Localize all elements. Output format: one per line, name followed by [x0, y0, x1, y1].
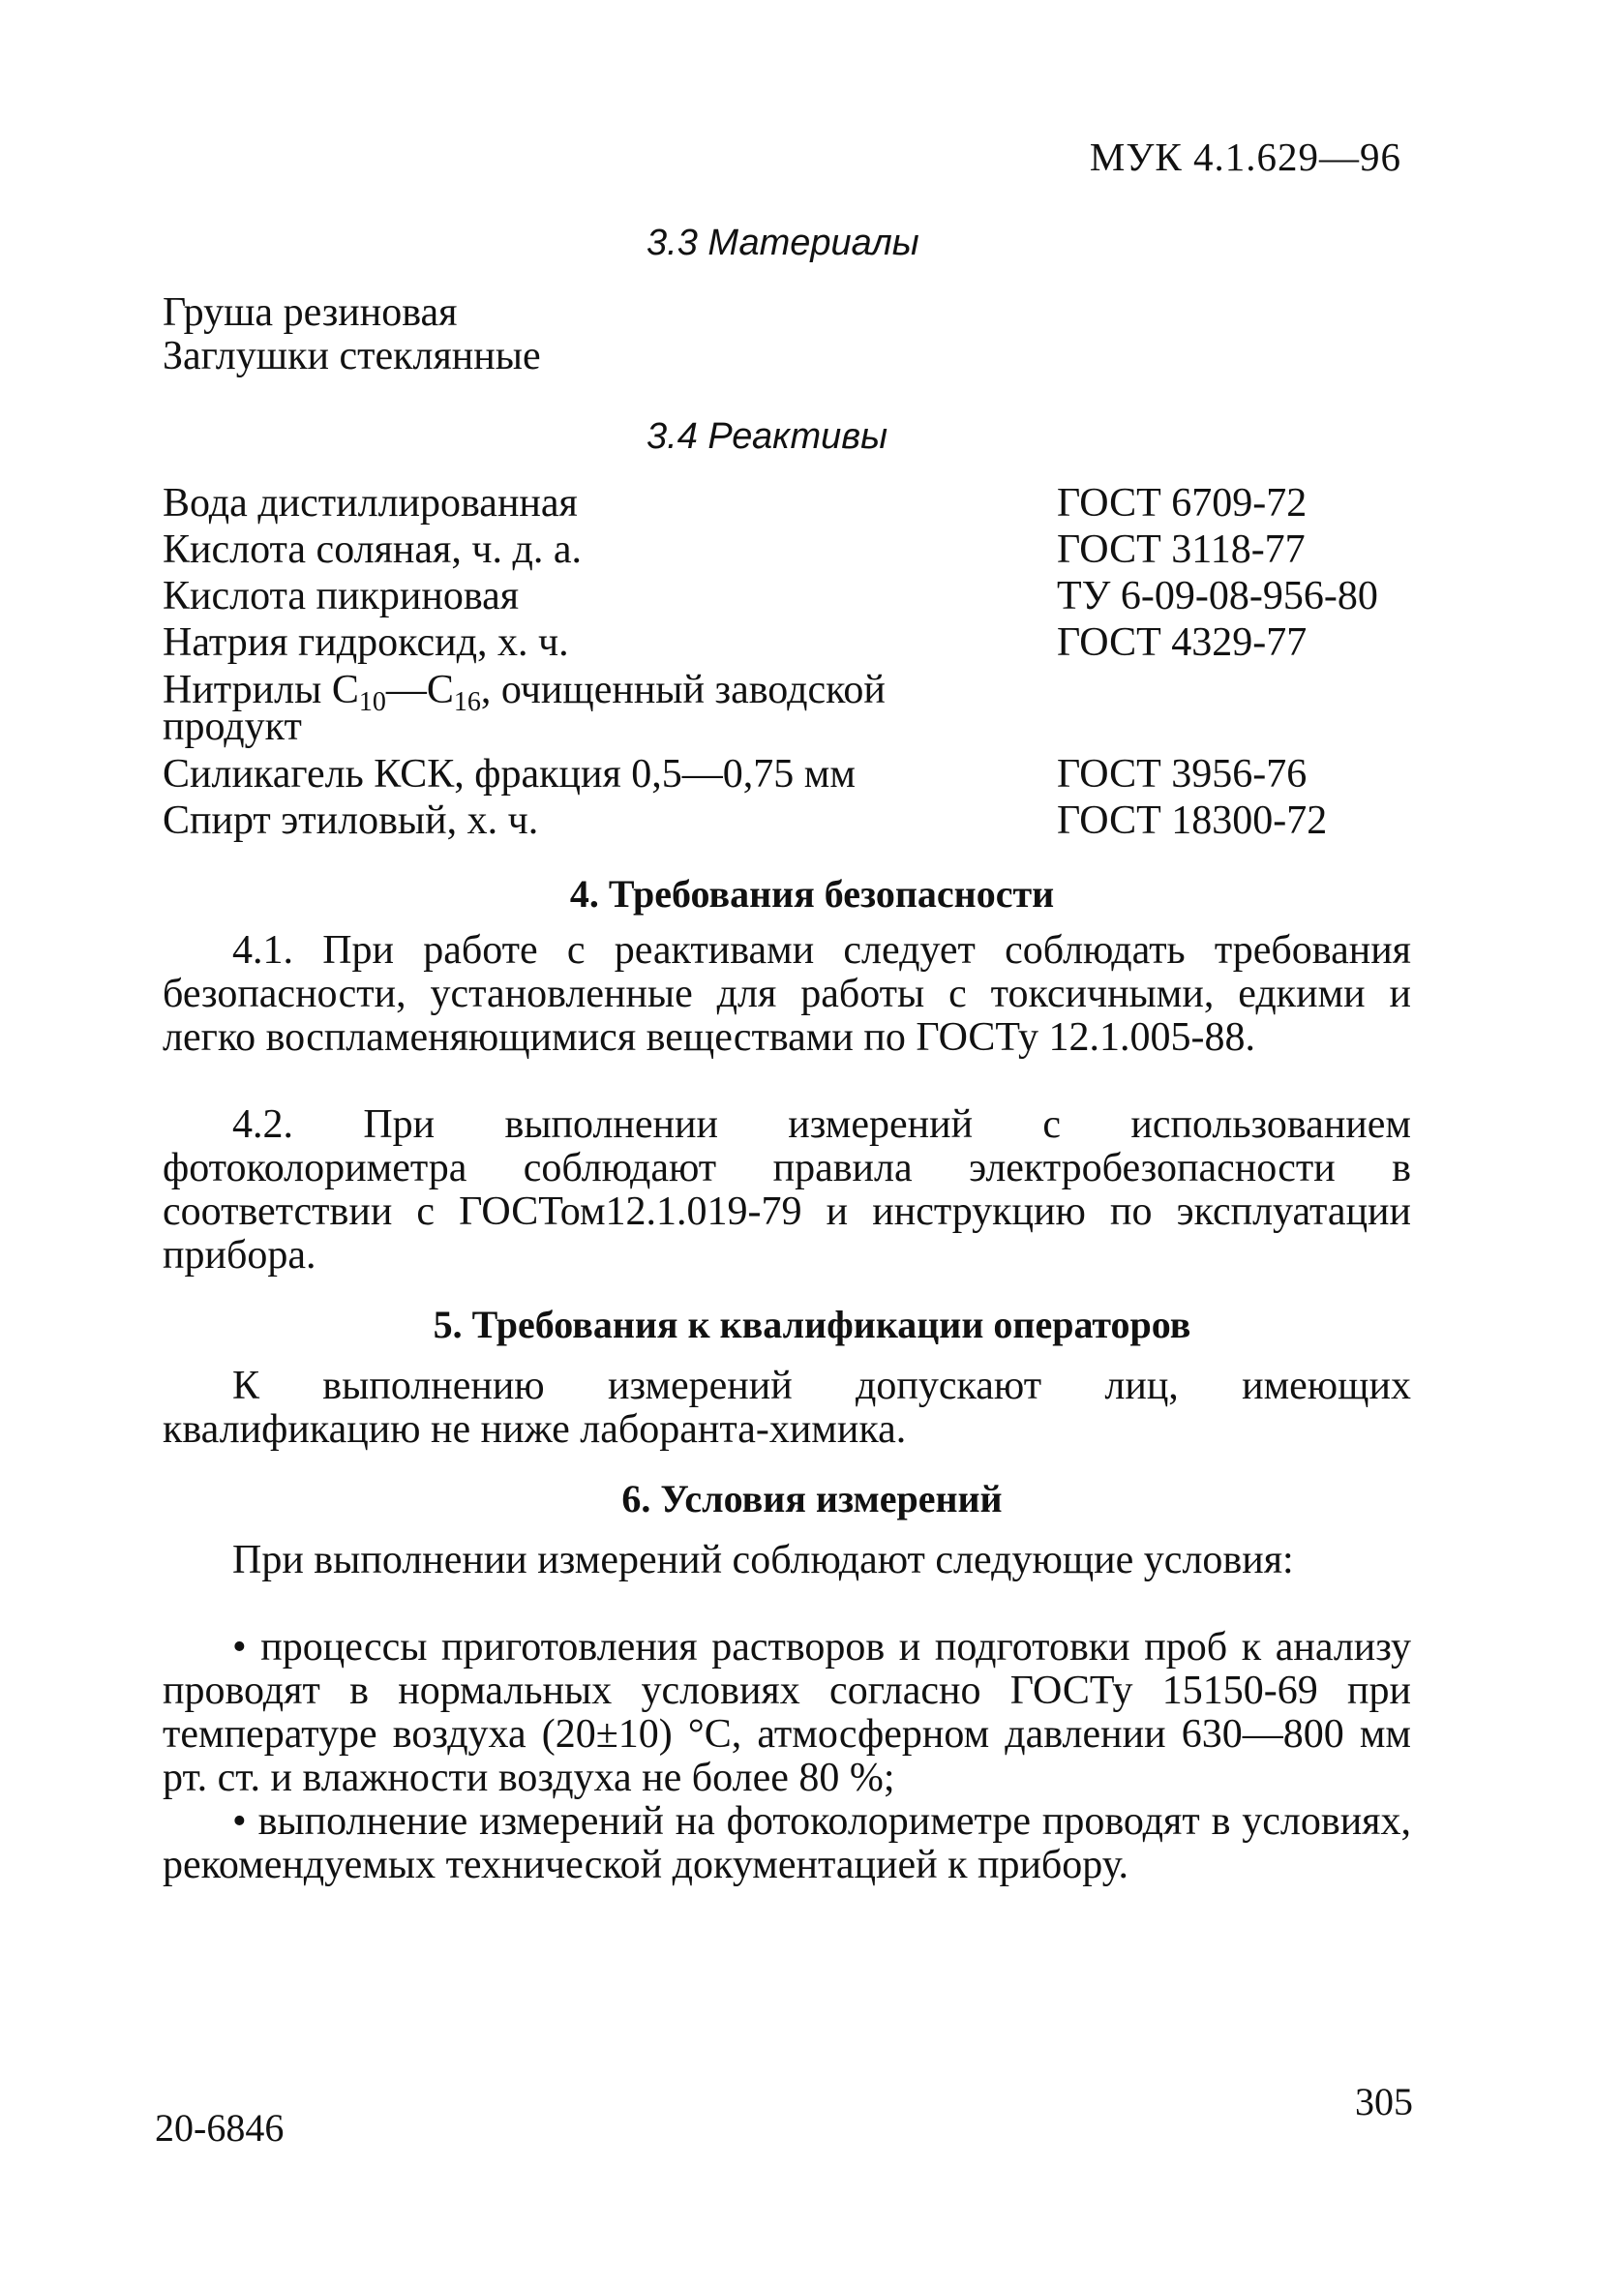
page-number: 305 — [1355, 2080, 1413, 2123]
paragraph-text: При выполнении измерений соблюдают следующие условия: — [232, 1538, 1294, 1582]
section-4-heading: 4. Требования безопасности — [569, 872, 1055, 916]
section-6-heading: 6. Условия измерений — [621, 1477, 1003, 1520]
section-5-heading: 5. Требования к квалификации операторов — [433, 1303, 1191, 1346]
paragraph — [163, 1103, 1411, 1278]
bullet-item — [163, 1800, 1411, 1887]
paragraph — [163, 1539, 1411, 1582]
reagent-name-continuation: продукт — [163, 705, 302, 749]
document-code: МУК 4.1.629—96 — [1089, 135, 1401, 179]
paragraph — [163, 929, 1411, 1060]
reagent-name: Кислота соляная, ч. д. а. — [163, 527, 582, 572]
print-code: 20-6846 — [155, 2106, 285, 2150]
paragraph-text: 4.2. При выполнении измерений с использованием фотоколориметра соблюдают правила электробезопасности в соответствии с ГОСТом12.1.019-79 и инструкцию по эксплуатации прибора. — [163, 1102, 1411, 1278]
reagent-standard: ГОСТ 3118-77 — [1057, 527, 1306, 572]
subscript: 10 — [358, 687, 386, 717]
reagent-name: Силикагель КСК, фракция 0,5—0,75 мм — [163, 752, 856, 797]
reagent-standard: ГОСТ 3956-76 — [1057, 752, 1308, 797]
paragraph — [163, 1365, 1411, 1452]
reagent-name: Кислота пикриновая — [163, 574, 520, 618]
reagent-name-part: —С — [385, 668, 454, 712]
subscript: 16 — [453, 687, 481, 717]
reagent-name: Натрия гидроксид, х. ч. — [163, 620, 569, 665]
bullet-item — [163, 1626, 1411, 1800]
material-item: Заглушки стеклянные — [163, 334, 541, 378]
section-3-4-title: 3.4 Реактивы — [647, 416, 888, 457]
reagent-standard: ГОСТ 4329-77 — [1057, 620, 1308, 665]
reagent-name-part: , очищенный заводской — [480, 668, 886, 712]
reagent-standard: ГОСТ 6709-72 — [1057, 481, 1308, 526]
reagent-name-part: Нитрилы С — [163, 668, 359, 712]
reagent-name: Вода дистиллированная — [163, 481, 578, 526]
reagent-standard: ГОСТ 18300-72 — [1057, 798, 1328, 843]
bullet-text: • процессы приготовления растворов и подготовки проб к анализу проводят в нормальных условиях согласно ГОСТу 15150-69 при температуре воздуха (20±10) °С, атмосферном давлении 630—800 мм рт. ст. и влажности воздуха не более 80 %; — [163, 1625, 1411, 1800]
section-3-3-title: 3.3 Материалы — [647, 223, 919, 263]
reagent-standard: ТУ 6-09-08-956-80 — [1057, 574, 1378, 618]
paragraph-text: 4.1. При работе с реактивами следует соблюдать требования безопасности, установленные для работы с токсичными, едкими и легко воспламеняющимися веществами по ГОСТу 12.1.005-88. — [163, 928, 1411, 1060]
material-item: Груша резиновая — [163, 290, 458, 335]
reagent-name: Спирт этиловый, х. ч. — [163, 798, 539, 843]
paragraph-text: К выполнению измерений допускают лиц, имеющих квалификацию не ниже лаборанта-химика. — [163, 1364, 1411, 1452]
bullet-text: • выполнение измерений на фотоколориметре проводят в условиях, рекомендуемых технической документацией к прибору. — [163, 1799, 1411, 1887]
